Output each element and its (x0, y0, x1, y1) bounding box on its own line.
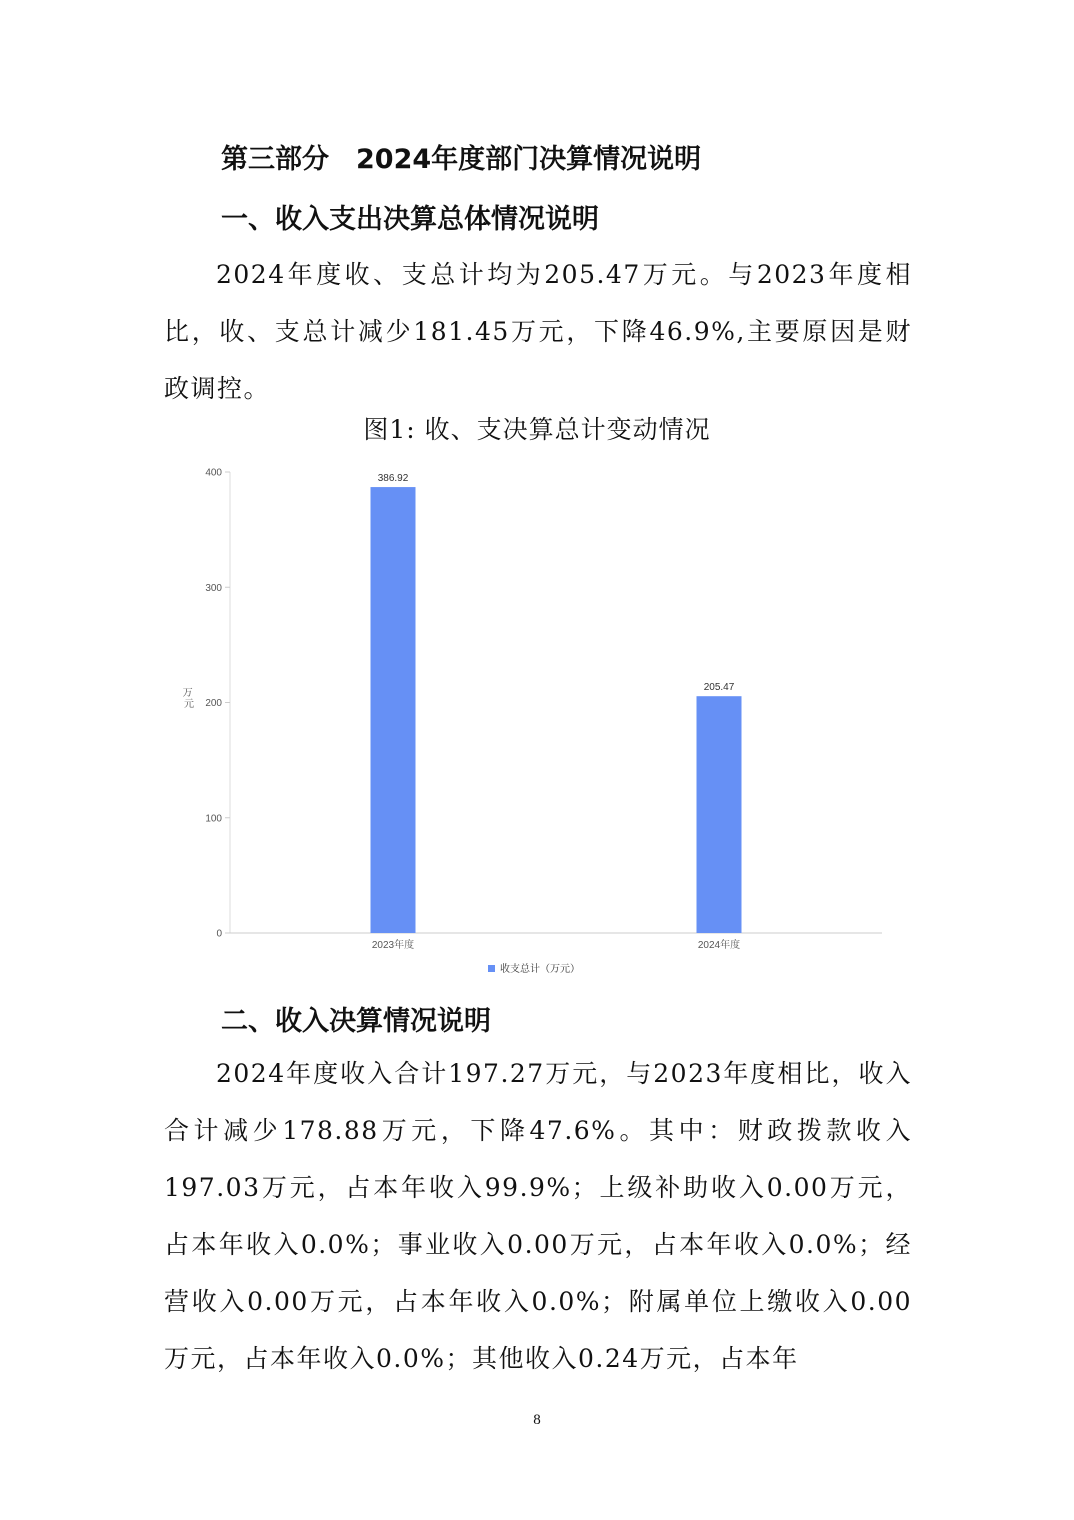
legend (488, 962, 580, 975)
page-number: 8 (533, 1412, 541, 1428)
bar-data-label: 205.47 (703, 682, 735, 694)
y-tick-label: 0 (216, 928, 222, 940)
x-tick-label: 2024年度 (697, 940, 741, 951)
section2-title: 二、收入决算情况说明 (221, 1006, 491, 1037)
bar (697, 696, 742, 933)
part-title: 第三部分 2024年度部门决算情况说明 (221, 144, 702, 175)
y-tick-label: 100 (205, 813, 222, 825)
legend-swatch (488, 965, 495, 972)
y-tick-label: 300 (205, 582, 222, 594)
x-tick-labels (372, 938, 740, 951)
section1-paragraph: 2024年度收、支总计均为205.47万元。与2023年度相比，收、支总计减少181.45万元，下降46.9%,主要原因是财政调控。 (164, 260, 912, 403)
bar-data-label: 386.92 (377, 473, 409, 485)
y-axis-label: 万 元 (182, 688, 194, 710)
y-tick-label: 200 (205, 698, 222, 709)
y-ticks (205, 468, 230, 940)
bars (371, 473, 742, 933)
section1-title: 一、收入支出决算总体情况说明 (221, 204, 599, 235)
bar-chart (170, 460, 900, 990)
bar (371, 487, 416, 933)
x-tick-label: 2023年度 (371, 940, 415, 951)
figure1-caption: 图1: 收、支决算总计变动情况 (363, 415, 711, 444)
legend-label: 收支总计（万元） (500, 964, 580, 975)
y-tick-label: 400 (205, 467, 222, 479)
section2-paragraph: 2024年度收入合计197.27万元，与2023年度相比，收入合计减少178.88万元，下降47.6%。其中：财政拨款收入197.03万元，占本年收入99.9%；上级补助收入0.00万元，占本年收入0.0%；事业收入0.00万元，占本年收入0.0%；经营收入0.00万元，占本年收入0.0%；附属单位上缴收入0.00万元，占本年收入0.0%；其他收入0.24万元，占本年 (164, 1059, 912, 1373)
